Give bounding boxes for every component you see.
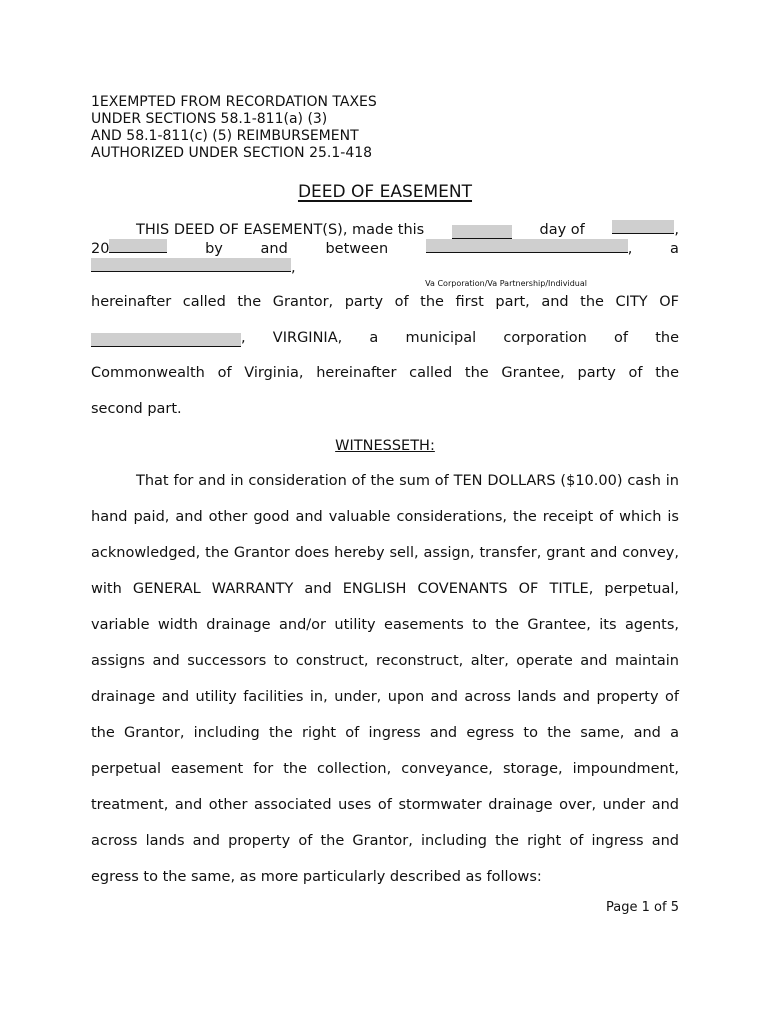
header-line: 1EXEMPTED FROM RECORDATION TAXES [91,94,377,110]
grantor-name-blank[interactable] [91,258,291,272]
commonwealth-line: Commonwealth of Virginia, hereinafter called the Grantee, party of the [91,365,679,381]
day-blank[interactable] [452,225,512,239]
city-blank[interactable] [91,333,241,347]
second-part-line: second part. [91,401,182,417]
month-blank[interactable] [612,220,674,234]
city-line: , VIRGINIA, a municipal corporation of the [91,329,679,347]
document-page [91,94,679,895]
grantor-line: hereinafter called the Grantor, party of the first part, and the CITY OF [91,294,679,310]
intro-line-3: , [91,258,679,277]
header-line: AUTHORIZED UNDER SECTION 25.1-418 [91,145,373,161]
recordation-exemption-header [91,94,679,162]
year-blank[interactable] [109,239,167,253]
intro-text: THIS DEED OF EASEMENT(S), made this [136,222,425,238]
page-number: Page 1 of 5 [606,900,679,915]
witnesseth-heading: WITNESSETH: [335,438,435,454]
header-line: AND 58.1-811(c) (5) REIMBURSEMENT [91,128,359,144]
grantor-type-blank[interactable] [426,239,628,253]
intro-line-1: THIS DEED OF EASEMENT(S), made this day of , [136,222,679,238]
header-line: UNDER SECTIONS 58.1-811(a) (3) [91,111,328,127]
intro-text: day of [539,222,585,238]
grantor-type-hint: Va Corporation/Va Partnership/Individual [425,279,587,288]
document-title: DEED OF EASEMENT [297,182,473,202]
body-paragraph: That for and in consideration of the sum of TEN DOLLARS ($10.00) cash in hand paid, and other good and valuable considerations, the receipt of which is acknowledged, the Grantor does hereby sell, assign, transfer, grant and convey, with GENERAL WARRANTY and ENGLISH COVENANTS OF TITLE, perpetual, variable width drainage and/or utility easements to the Grantee, its agents, assigns and successors to construct, reconstruct, alter, operate and maintain drainage and utility facilities in, under, upon and across lands and property of the Grantor, including the right of ingress and egress to the same, and a perpetual easement for the collection, conveyance, storage, impoundment, treatment, and other associated uses of stormwater drainage over, under and across lands and property of the Grantor, including the right of ingress and egress to the same, as more particularly described as follows: [91,473,679,885]
intro-line-2: 20 by and between , a [91,241,679,257]
